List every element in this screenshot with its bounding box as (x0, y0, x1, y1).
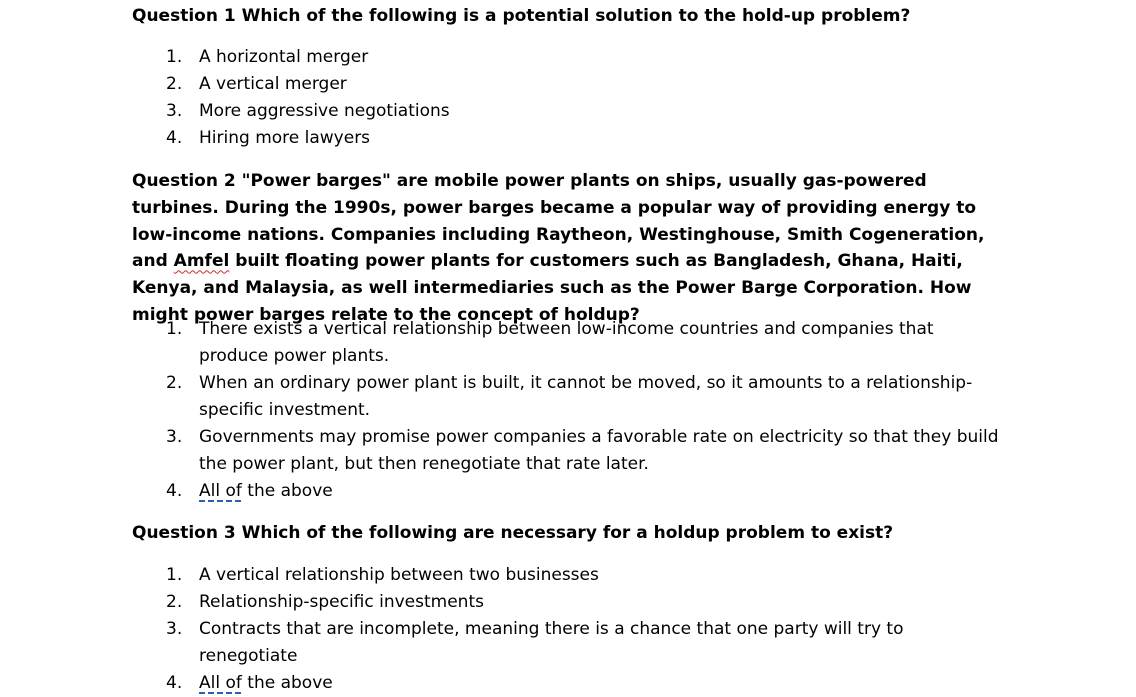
list-number: 4. (166, 128, 183, 148)
option-text: the above (241, 673, 333, 693)
question-2-heading-part2: built floating power plants for customers such as Bangladesh, Ghana, Haiti, Kenya, and Malaysia, as well intermediaries such as the Power Barge Corporation. How might power barges relate to the concept of holdup? (132, 251, 972, 325)
question-1-heading: Question 1 Which of the following is a potential solution to the hold-up problem? (132, 6, 911, 26)
grammar-flagged-phrase[interactable]: All of (199, 481, 242, 501)
option-text: A vertical relationship between two businesses (199, 565, 599, 585)
option-text: A vertical merger (199, 74, 347, 94)
question-1-options (132, 44, 1002, 152)
list-item (132, 589, 1002, 616)
question-2-options (132, 316, 1002, 505)
list-number: 3. (166, 427, 183, 447)
list-item (132, 316, 1002, 370)
list-item (132, 670, 1002, 697)
list-item (132, 98, 1002, 125)
list-item (132, 370, 1002, 424)
question-2-heading-part1: Question 2 "Power barges" are mobile power plants on ships, usually gas-powered turbines. During the 1990s, power barges became a popular way of providing energy to low-income nations. Companies including Raytheon, Westinghouse, Smith Cogeneration, and (132, 171, 985, 272)
list-item (132, 562, 1002, 589)
option-text: A horizontal merger (199, 47, 369, 67)
list-item (132, 71, 1002, 98)
option-text: There exists a vertical relationship between low-income countries and companies that produce power plants. (199, 319, 934, 366)
list-number: 4. (166, 481, 183, 501)
option-text: Contracts that are incomplete, meaning there is a chance that one party will try to renegotiate (199, 619, 904, 666)
spelling-flagged-word[interactable]: Amfel (173, 251, 230, 272)
option-text: the above (241, 481, 333, 501)
list-number: 3. (166, 101, 183, 121)
list-number: 2. (166, 373, 183, 393)
list-number: 1. (166, 565, 183, 585)
option-text: Governments may promise power companies a favorable rate on electricity so that they build the power plant, but then renegotiate that rate later. (199, 427, 999, 474)
question-2-heading (132, 168, 1002, 329)
list-number: 2. (166, 592, 183, 612)
question-3-options (132, 562, 1002, 697)
option-text: Relationship-specific investments (199, 592, 484, 612)
option-text: Hiring more lawyers (199, 128, 371, 148)
list-number: 4. (166, 673, 183, 693)
list-number: 2. (166, 74, 183, 94)
list-number: 1. (166, 319, 183, 339)
question-3-heading: Question 3 Which of the following are necessary for a holdup problem to exist? (132, 523, 894, 543)
list-item (132, 616, 1002, 670)
grammar-flagged-phrase[interactable]: All of (199, 673, 242, 693)
option-text: When an ordinary power plant is built, it cannot be moved, so it amounts to a relationship-specific investment. (199, 373, 973, 420)
list-item (132, 424, 1002, 478)
list-number: 1. (166, 47, 183, 67)
list-item (132, 125, 1002, 152)
list-item (132, 478, 1002, 505)
list-number: 3. (166, 619, 183, 639)
list-item (132, 44, 1002, 71)
option-text: More aggressive negotiations (199, 101, 450, 121)
